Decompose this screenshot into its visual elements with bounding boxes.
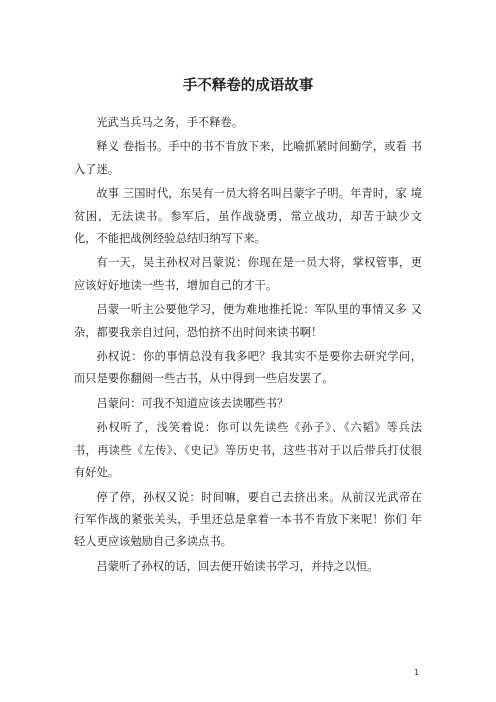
paragraph-conclusion: 吕蒙听了孙权的话，回去便开始读书学习，并持之以恒。 <box>96 559 379 573</box>
paragraph-sunquan-advice: 有一天，吴主孙权对吕蒙说：你现在是一员大将，掌权管事，更应该好好地读一些书，增加自己的才干。 <box>74 256 422 292</box>
paragraph-story-intro: 故事 三国时代，东吴有一员大将名叫吕蒙字子明。年青时，家 境贫困，无法读书。参军后，虽作战骁勇，常立战功，却苦于缺少文 化，不能把战例经验总结归纳写下来。 <box>74 187 422 246</box>
document-title: 手不释卷的成语故事 <box>182 78 314 94</box>
paragraph-time-advice: 停了停，孙权又说：时间嘛，要自己去挤出来。从前汉光武帝在行军作战的紧张关头，手里还总是拿着一本书不肯放下来呢！你们 年轻人更应该勉励自己多读点书。 <box>74 490 422 549</box>
paragraph-lumeng-question: 吕蒙问：可我不知道应该去读哪些书？ <box>96 396 289 410</box>
paragraph-book-list: 孙权听了，浅笑着说：你可以先读些《孙子》、《六韬》等兵法书，再读些《左传》、《史记》等历史书，这些书对于以后带兵打仗很有好处。 <box>74 421 422 480</box>
paragraph-quote: 光武当兵马之务，手不释卷。 <box>96 116 244 129</box>
paragraph-meaning: 释义 卷指书。手中的书不肯放下来，比喻抓紧时间勤学，或看 书入了迷。 <box>74 140 422 176</box>
document-body <box>74 112 422 580</box>
page-number: 1 <box>414 668 420 677</box>
paragraph-sunquan-reply: 孙权说：你的事情总没有我多吧？我其实不是要你去研究学问，而只是要你翻阅一些古书，从中得到一些启发罢了。 <box>74 350 422 386</box>
paragraph-lumeng-excuse: 吕蒙一听主公要他学习，便为难地推托说：军队里的事情又多 又杂，都要我亲自过问，恐怕挤不出时间来读书啊！ <box>74 303 422 339</box>
